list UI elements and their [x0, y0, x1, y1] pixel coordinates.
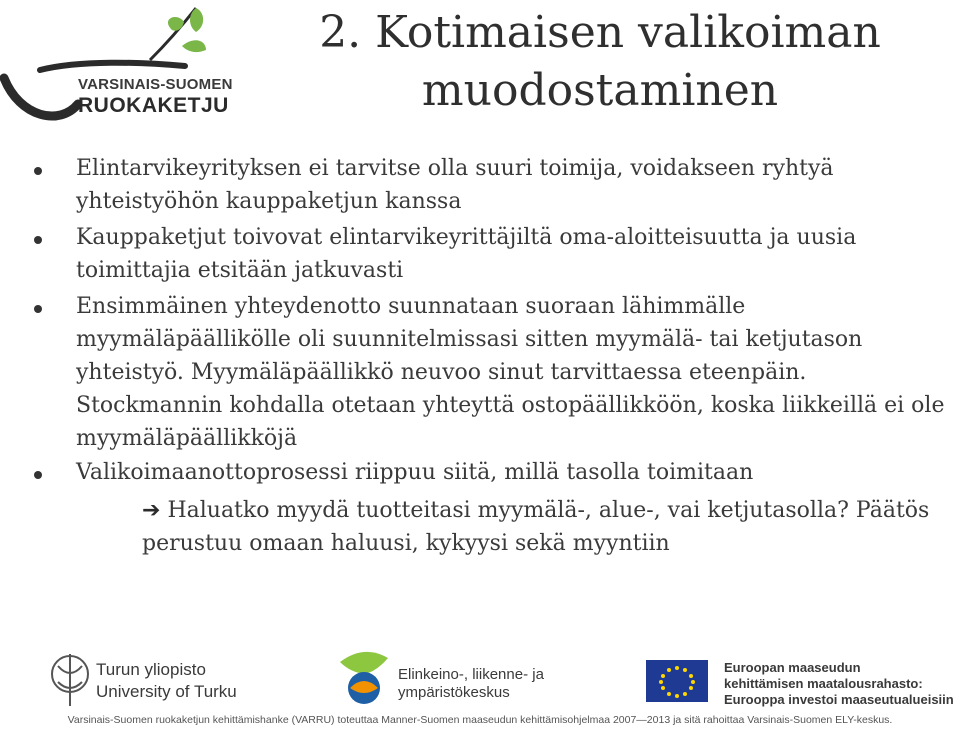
arrow-right-icon: ➔	[142, 498, 161, 523]
footer-note: Varsinais-Suomen ruokaketjun kehittämishanke (VARRU) toteuttaa Manner-Suomen maaseudun kehittämisohjelmaa 2007—2013 ja sitä rahoittaa Varsinais-Suomen ELY-keskus.	[67, 714, 893, 726]
bullet-dot	[34, 236, 42, 244]
ruokaketju-logo	[0, 0, 240, 130]
utu-name-fi: Turun yliopisto	[96, 660, 206, 679]
bullet-dot	[34, 305, 42, 313]
bullet-item-1: Elintarvikeyrityksen ei tarvitse olla suuri toimija, voidakseen ryhtyä yhteistyöhön kauppaketjun kanssa	[76, 156, 834, 214]
logo-line-2: RUOKAKETJU	[78, 94, 229, 117]
eu-text-1: Euroopan maaseudun	[724, 660, 861, 675]
ely-name-1: Elinkeino-, liikenne- ja	[398, 666, 544, 683]
bullet-dot	[34, 471, 42, 479]
slide-title: 2. Kotimaisen valikoiman muodostaminen	[319, 7, 881, 116]
sub-point-text: Haluatko myydä tuotteitasi myymälä-, alue-, vai ketjutasolla? Päätös perustuu omaan haluusi, kykyysi sekä myyntiin	[142, 498, 930, 556]
logo-line-1: VARSINAIS-SUOMEN	[78, 76, 233, 93]
ely-logo-icon	[336, 648, 392, 708]
eu-flag-icon	[646, 660, 708, 702]
partner-logos	[0, 648, 960, 708]
bullet-item-2: Kauppaketjut toivovat elintarvikeyrittäjiltä oma-aloitteisuutta ja uusia toimittajia etsitään jatkuvasti	[76, 225, 857, 283]
bullet-item-4: Valikoimaanottoprosessi riippuu siitä, millä tasolla toimitaan	[76, 460, 754, 485]
utu-emblem-icon	[50, 650, 90, 708]
eu-text-2: kehittämisen maatalousrahasto:	[724, 676, 923, 691]
ely-name-2: ympäristökeskus	[398, 684, 510, 701]
eu-text-3: Eurooppa investoi maaseutualueisiin	[724, 692, 954, 707]
bullet-dot	[34, 167, 42, 175]
utu-name-en: University of Turku	[96, 682, 237, 701]
bullet-item-3: Ensimmäinen yhteydenotto suunnataan suoraan lähimmälle myymäläpäällikölle oli suunnitelmissasi sitten myymälä- tai ketjutason yhteistyö. Myymäläpäällikkö neuvoo sinut tarvittaessa eteenpäin. Stockmannin kohdalla otetaan yhteyttä ostopäällikköön, koska liikkeillä ei ole myymäläpäällikköjä	[76, 294, 945, 451]
sub-point	[142, 494, 942, 560]
